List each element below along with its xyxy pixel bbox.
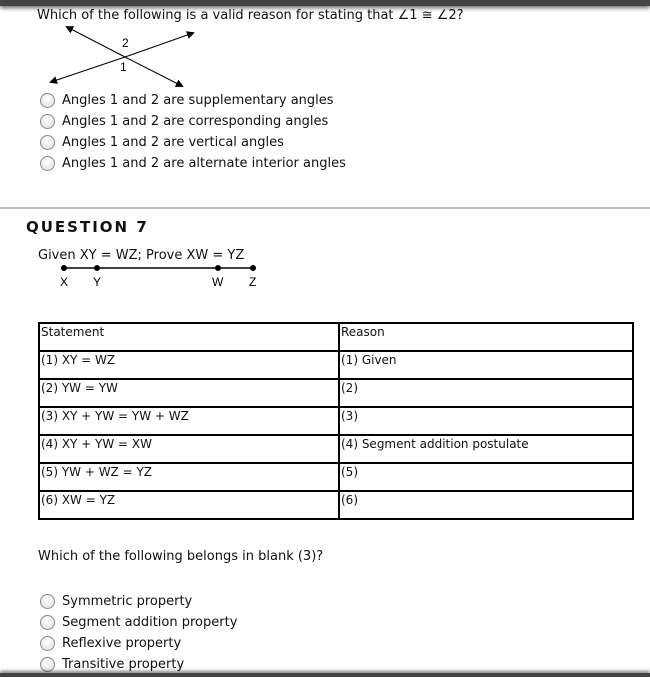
option-label: Angles 1 and 2 are corresponding angles	[62, 113, 329, 129]
window-bottom-bar	[0, 673, 650, 677]
statement-cell: (5) YW + WZ = YZ	[39, 463, 339, 491]
radio-button[interactable]	[40, 615, 55, 630]
q7-option-1[interactable]	[40, 591, 192, 611]
header-statement: Statement	[39, 323, 339, 351]
point-y-label: Y	[93, 275, 102, 289]
reason-cell: (4) Segment addition postulate	[339, 435, 633, 463]
proof-table	[38, 322, 634, 520]
option-label: Segment addition property	[62, 614, 238, 630]
q6-option-4[interactable]	[40, 153, 346, 173]
q7-option-2[interactable]	[40, 612, 237, 632]
radio-button[interactable]	[40, 93, 55, 108]
radio-button[interactable]	[40, 594, 55, 609]
table-row	[39, 351, 633, 379]
reason-cell: (1) Given	[339, 351, 633, 379]
intersecting-lines-diagram	[40, 22, 210, 92]
option-label: Reflexive property	[62, 635, 182, 651]
radio-button[interactable]	[40, 657, 55, 672]
table-row	[39, 463, 633, 491]
table-row	[39, 491, 633, 519]
reason-cell: (5)	[339, 463, 633, 491]
question-6-text: Which of the following is a valid reason for stating that ∠1 ≅ ∠2?	[37, 8, 464, 23]
reason-cell: (6)	[339, 491, 633, 519]
header-reason: Reason	[339, 323, 633, 351]
q7-option-4[interactable]	[40, 654, 184, 674]
q6-option-2[interactable]	[40, 111, 328, 131]
option-label: Angles 1 and 2 are alternate interior angles	[62, 155, 346, 171]
radio-button[interactable]	[40, 135, 55, 150]
reason-cell: (2)	[339, 379, 633, 407]
point-w-label: W	[212, 275, 224, 289]
statement-cell: (1) XY = WZ	[39, 351, 339, 379]
window-top-bar	[0, 0, 650, 6]
segment-diagram	[55, 262, 265, 292]
statement-cell: (3) XY + YW = YW + WZ	[39, 407, 339, 435]
q6-option-1[interactable]	[40, 90, 334, 110]
reason-cell: (3)	[339, 407, 633, 435]
question-divider	[0, 207, 650, 209]
angle-1-label: 1	[120, 60, 127, 74]
statement-cell: (6) XW = YZ	[39, 491, 339, 519]
angle-2-label: 2	[122, 36, 129, 50]
option-label: Symmetric property	[62, 593, 193, 609]
radio-button[interactable]	[40, 156, 55, 171]
question-7-title: QUESTION 7	[26, 218, 149, 236]
table-row	[39, 379, 633, 407]
statement-cell: (2) YW = YW	[39, 379, 339, 407]
question-7-prompt: Which of the following belongs in blank (3)?	[38, 549, 324, 564]
point-x-label: X	[60, 275, 69, 289]
table-row	[39, 435, 633, 463]
radio-button[interactable]	[40, 114, 55, 129]
option-label: Angles 1 and 2 are supplementary angles	[62, 92, 334, 108]
statement-cell: (4) XY + YW = XW	[39, 435, 339, 463]
table-header-row	[39, 323, 633, 351]
option-label: Transitive property	[62, 656, 185, 672]
given-prove-text: Given XY = WZ; Prove XW = YZ	[38, 248, 245, 263]
option-label: Angles 1 and 2 are vertical angles	[62, 134, 284, 150]
point-z-label: Z	[249, 275, 257, 289]
radio-button[interactable]	[40, 636, 55, 651]
q6-option-3[interactable]	[40, 132, 284, 152]
q7-option-3[interactable]	[40, 633, 181, 653]
table-row	[39, 407, 633, 435]
